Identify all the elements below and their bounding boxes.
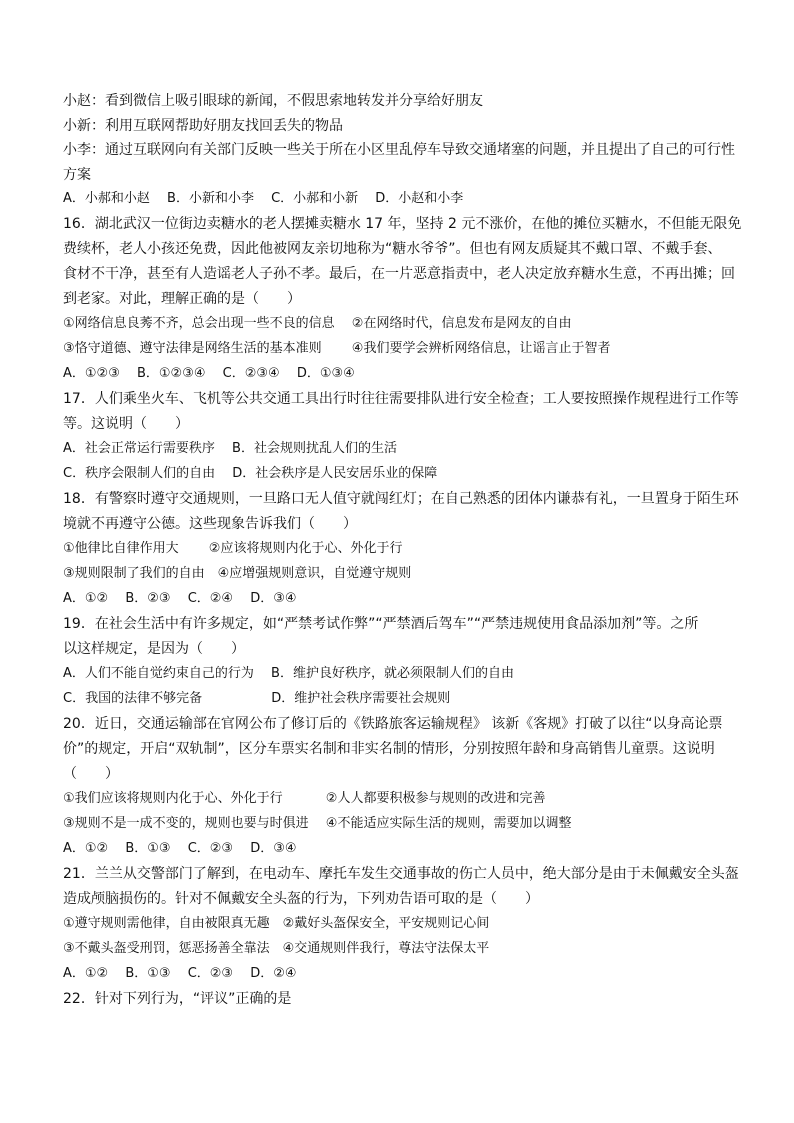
statement-line-q16-2: ③恪守道德、遵守法律是网络生活的基本准则 ④我们要学会辨析网络信息，让谣言止于智者: [63, 341, 611, 356]
statement-line-q20-1: ①我们应该将规则内化于心、外化于行 ②人人都要积极参与规则的改进和完善: [63, 791, 546, 806]
statement-line-q21-1: ①遵守规则需他律，自由被限真无趣 ②戴好头盔保安全，平安规则记心间: [63, 916, 490, 931]
question-16-line-2: 费续杯，老人小孩还免费，因此他被网友亲切地称为“糖水爷爷”。但也有网友质疑其不戴口罩、不戴手套、: [63, 241, 722, 257]
statement-line-q21-2: ③不戴头盔受刑罚，惩恶扬善全靠法 ④交通规则伴我行，尊法守法保太平: [63, 941, 490, 956]
question-16-line-4: 到老家。对此，理解正确的是（ ）: [63, 291, 301, 307]
text-line-3: 小李：通过互联网向有关部门反映一些关于所在小区里乱停车导致交通堵塞的问题，并且提出了自己的可行性: [63, 142, 735, 158]
question-19-line-2: 以这样规定，是因为（ ）: [63, 641, 245, 657]
question-20-line-1: 20．近日，交通运输部在官网公布了修订后的《铁路旅客运输规程》 该新《客规》打破了以往“以身高论票: [63, 716, 723, 732]
question-16-line-3: 食材不干净，甚至有人造谣老人子孙不孝。最后，在一片恶意指责中，老人决定放弃糖水生意，不再出摊；回: [63, 266, 735, 282]
question-22-line-1: 22．针对下列行为，“评议”正确的是: [63, 991, 292, 1007]
options-line-q18: A．①② B．②③ C．②④ D．③④: [63, 591, 297, 606]
question-21-line-1: 21．兰兰从交警部门了解到，在电动车、摩托车发生交通事故的伤亡人员中，绝大部分是由于未佩戴安全头盔: [63, 866, 739, 882]
question-16-line-1: 16．湖北武汉一位街边卖糖水的老人摆摊卖糖水 17 年，坚持 2 元不涨价，在他的摊位买糖水，不但能无限免: [63, 216, 742, 232]
options-line-q20: A．①② B．①③ C．②③ D．③④: [63, 841, 297, 856]
statement-line-q18-2: ③规则限制了我们的自由 ④应增强规则意识，自觉遵守规则: [63, 566, 412, 581]
question-20-line-3: （ ）: [63, 766, 119, 782]
options-line-q21: A．①② B．①③ C．②③ D．②④: [63, 966, 297, 981]
options-line-q17-2: C．秩序会限制人们的自由 D．社会秩序是人民安居乐业的保障: [63, 466, 438, 481]
statement-line-q18-1: ①他律比自律作用大 ②应该将规则内化于心、外化于行: [63, 541, 403, 556]
question-21-line-2: 造成颅脑损伤的。针对不佩戴安全头盔的行为，下列劝告语可取的是（ ）: [63, 891, 539, 907]
question-17-line-1: 17．人们乘坐火车、飞机等公共交通工具出行时往往需要排队进行安全检查；工人要按照操作规程进行工作等: [63, 391, 739, 407]
text-line-4: 方案: [63, 167, 91, 183]
text-line-1: 小赵：看到微信上吸引眼球的新闻，不假思索地转发并分享给好朋友: [63, 93, 483, 109]
options-line-q19-2: C．我国的法律不够完备 D．维护社会秩序需要社会规则: [63, 691, 451, 706]
text-line-2: 小新：利用互联网帮助好朋友找回丢失的物品: [63, 118, 343, 134]
statement-line-q16-1: ①网络信息良莠不齐，总会出现一些不良的信息 ②在网络时代，信息发布是网友的自由: [63, 316, 572, 331]
question-18-line-2: 境就不再遵守公德。这些现象告诉我们（ ）: [63, 516, 357, 532]
options-line-q16: A．①②③ B．①②③④ C．②③④ D．①③④: [63, 366, 355, 381]
question-18-line-1: 18．有警察时遵守交通规则，一旦路口无人值守就闯红灯；在自己熟悉的团体内谦恭有礼，一旦置身于陌生环: [63, 491, 739, 507]
statement-line-q20-2: ③规则不是一成不变的，规则也要与时俱进 ④不能适应实际生活的规则，需要加以调整: [63, 816, 572, 831]
question-17-line-2: 等。这说明（ ）: [63, 416, 189, 432]
question-20-line-2: 价”的规定，开启“双轨制”，区分车票实名制和非实名制的情形，分别按照年龄和身高销售儿童票。这说明: [63, 741, 715, 757]
question-19-line-1: 19．在社会生活中有许多规定，如“严禁考试作弊”“严禁酒后驾车”“严禁违规使用食品添加剂”等。之所: [63, 616, 699, 632]
options-line-q15: A．小郝和小赵 B．小新和小李 C．小郝和小新 D．小赵和小李: [63, 191, 464, 206]
options-line-q19-1: A．人们不能自觉约束自己的行为 B．维护良好秩序，就必须限制人们的自由: [63, 666, 514, 681]
options-line-q17-1: A．社会正常运行需要秩序 B．社会规则扰乱人们的生活: [63, 441, 397, 456]
